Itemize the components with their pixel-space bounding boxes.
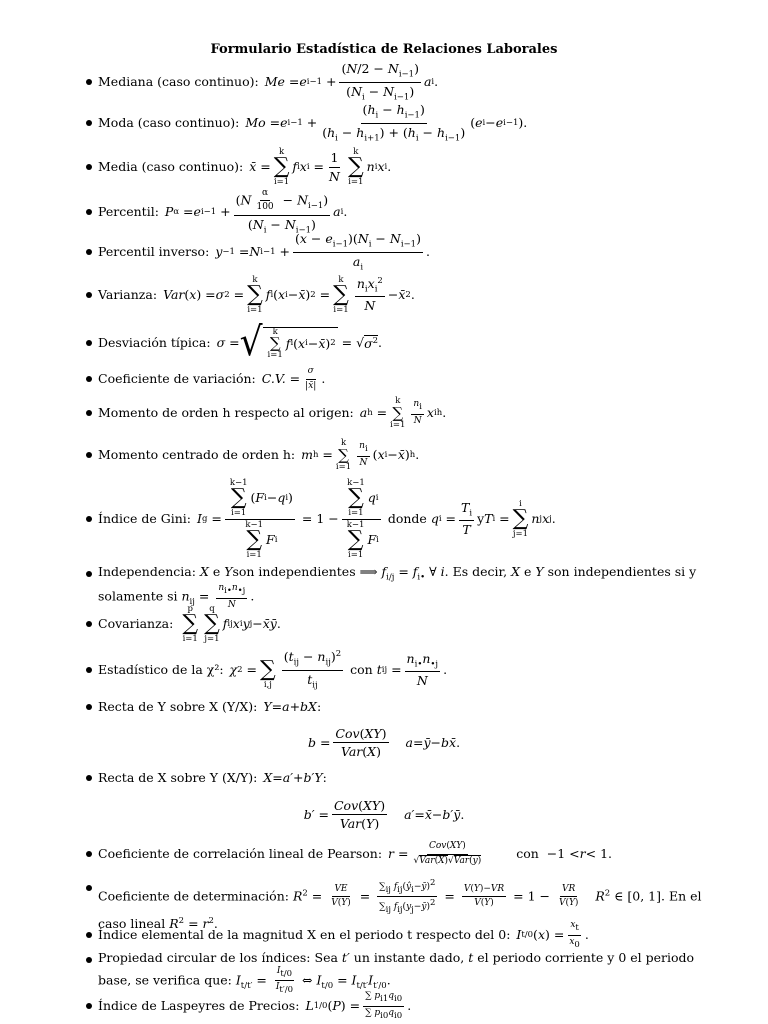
bullet-icon xyxy=(86,1003,92,1009)
bullet-icon xyxy=(86,452,92,458)
item-label: Coeficiente de correlación lineal de Pearson: xyxy=(98,846,383,862)
bullet-icon xyxy=(86,249,92,255)
bullet-icon xyxy=(86,209,92,215)
formula-gini: Índice de Gini: I g = k−1 ∑ i=1 ( F i − q i ) k−1 ∑ i=1 F i = 1 − k−1 ∑ i=1 q i k−1 ∑ i=1 F i donde q i = $\frac{T_i}{T}$ y T i = i ∑ j=1 n j x j . xyxy=(98,478,708,560)
item-label: Desviación típica: xyxy=(98,335,211,351)
item-label: Propiedad circular de los índices: xyxy=(98,950,311,965)
document-title: Formulario Estadística de Relaciones Laborales xyxy=(210,42,558,57)
formula-momento-centrado: Momento centrado de orden h: m h = k ∑ i=1 $\frac{n_i}{N}$ ( x i − x̄ ) h . xyxy=(98,438,708,472)
item-label: Moda (caso continuo): xyxy=(98,115,240,131)
item-label: Momento de orden h respecto al origen: xyxy=(98,405,354,421)
item-label: Percentil: xyxy=(98,204,159,220)
item-label: Recta de X sobre Y (X/Y): xyxy=(98,770,258,786)
item-label: Coeficiente de variación: xyxy=(98,371,256,387)
bullet-icon xyxy=(86,340,92,346)
bullet-icon xyxy=(86,667,92,673)
item-label: Índice elemental de la magnitud X en el periodo t respecto del 0: xyxy=(98,927,511,943)
independencia-text-1: son independientes xyxy=(232,564,356,579)
item-label: Índice de Gini: xyxy=(98,511,191,527)
formula-propiedad-circular: Propiedad circular de los índices: Sea t′ un instante dado, t el periodo corriente y 0 el periodo base, se verifica que: $I_{t/t'}$ = $\frac{I_{t/0}}{I_{t'/0}}$ ⇔ $I_{t/0} = I_{t/t'}I_{t'/0}$. xyxy=(98,950,708,995)
circular-text-1: Sea xyxy=(314,950,338,965)
bullet-icon xyxy=(86,932,92,938)
gini-y-text: y xyxy=(477,511,485,527)
formula-moda: Moda (caso continuo): Mo = e i−1 + $\frac{(h_i - h_{i-1})}{(h_i - h_{i+1}) + (h_i - h_{i-1})}$ ( e i − e i−1 ). xyxy=(98,104,708,142)
formula-media: Media (caso continuo): x̄ = k ∑ i=1 f i x i = $\frac{1}{N}$ k ∑ i=1 n i x i . xyxy=(98,146,708,188)
gini-donde-text: donde xyxy=(387,511,427,527)
chi-con-text: con xyxy=(350,662,373,678)
formula-chi-cuadrado: Estadístico de la χ²: χ 2 = ∑ i,j $\frac{(t_{ij} - n_{ij})^2}{t_{ij}}$ con t ij = $\frac{n_{i•}n_{•j}}{N}$ . xyxy=(98,650,708,690)
formula-determinacion: Coeficiente de determinación: $R^2$ = $\frac{VE}{V(Y)}$ = $\frac{\sum_{ij} f_{ij}(ŷ_i-ȳ)^2}{\sum_{ij} f_{ij}(y_j-ȳ)^2}$ = $\frac{V(Y)-VR}{V(Y)}$ = 1 − $\frac{VR}{V(Y)}$ $R^2$ ∈ [0, 1]. En el caso lineal $R^2 = r^2$. xyxy=(98,878,708,932)
bullet-icon xyxy=(86,79,92,85)
formula-covarianza: Covarianza: p ∑ i=1 q ∑ j=1 f ij x i y j − x̄ȳ . xyxy=(98,604,708,644)
bullet-icon xyxy=(86,621,92,627)
formula-recta-x-sobre-y-coef: b′ = $\frac{\text{Cov(XY)}}{\text{Var(Y)}}$ a′ = x̄ − b′ȳ . xyxy=(303,797,465,831)
formula-desviacion-tipica: Desviación típica: σ = √ k ∑ i=1 f i ( x i − x̄ ) 2 = √ $\sigma^2$ . xyxy=(98,322,708,364)
bullet-icon xyxy=(86,410,92,416)
bullet-icon xyxy=(86,164,92,170)
item-label: Índice de Laspeyres de Precios: xyxy=(98,998,300,1014)
formula-independencia: Independencia: X e Yson independientes ⟹ $f_{i/j} = f_{i•}$ ∀ i. Es decir, X e Y son independientes si y solamente si $n_{ij}$ = $\frac{n_{i•}n_{•j}}{N}$ . xyxy=(98,564,708,611)
bullet-icon xyxy=(86,571,92,577)
item-label: Independencia: xyxy=(98,564,196,579)
circular-text-2: un instante dado, xyxy=(353,950,465,965)
bullet-icon xyxy=(86,120,92,126)
bullet-icon xyxy=(86,376,92,382)
determinacion-extra-text: En el caso lineal xyxy=(98,888,702,931)
formula-indice-elemental: Índice elemental de la magnitud X en el periodo t respecto del 0: I t/0 ( x ) = $\frac{x_t}{x_0}$ . xyxy=(98,924,708,946)
bullet-icon xyxy=(86,957,92,963)
bullet-icon xyxy=(86,516,92,522)
item-label: Media (caso continuo): xyxy=(98,159,244,175)
item-label: Mediana (caso continuo): xyxy=(98,74,259,90)
item-label: Covarianza: xyxy=(98,616,174,632)
formula-percentil: Percentil: P α = e i−1 + (N $\frac{\alpha}{100}$ − $N_{i-1}$) $(N_i - N_{i-1})$ a i . xyxy=(98,194,708,230)
independencia-text-3: son independientes si y solamente si xyxy=(98,564,697,604)
bullet-icon xyxy=(86,851,92,857)
formula-laspeyres: Índice de Laspeyres de Precios: L 1/0 ( P ) = $\frac{\sum p_{i1}q_{i0}}{\sum p_{i0}q_{i0}}$ . xyxy=(98,994,708,1018)
formula-percentil-inverso: Percentil inverso: y −1 = N i−1 + $\frac{(x - e_{i-1})(N_i - N_{i-1})}{a_i}$ . xyxy=(98,234,708,270)
formula-coeficiente-variacion: Coeficiente de variación: C.V. = $\frac{\sigma}{|x̄|}$ . xyxy=(98,368,708,390)
item-label: Recta de Y sobre X (Y/X): xyxy=(98,699,258,715)
formula-momento-origen: Momento de orden h respecto al origen: a h = k ∑ i=1 $\frac{n_i}{N}$ x i h . xyxy=(98,396,708,430)
formula-recta-y-sobre-x-coef: b = $\frac{\text{Cov(XY)}}{\text{Var(X)}}$ a = ȳ − bx̄ . xyxy=(307,725,461,759)
item-label: Momento centrado de orden h: xyxy=(98,447,296,463)
formula-recta-y-sobre-x: Recta de Y sobre X (Y/X): Y = a + bX : xyxy=(98,697,708,717)
bullet-icon xyxy=(86,885,92,891)
bullet-icon xyxy=(86,292,92,298)
circular-text-3: el periodo corriente y 0 el periodo base, se verifica que: xyxy=(98,950,695,988)
item-label: Percentil inverso: xyxy=(98,244,210,260)
item-label: Varianza: xyxy=(98,287,158,303)
bullet-icon xyxy=(86,704,92,710)
formula-pearson: Coeficiente de correlación lineal de Pearson: r = $\frac{\text{Cov(XY)}}{\text{√Var(X)√Var(y)}}$ con −1 < r < 1. xyxy=(98,840,708,868)
pearson-con-text: con xyxy=(516,846,539,862)
item-label: Estadístico de la χ²: xyxy=(98,662,224,678)
formula-varianza: Varianza: Var ( x ) = σ 2 = k ∑ i=1 f i ( x i − x̄ ) 2 = k ∑ i=1 $\frac{n_ix_i^2}{N}$ − x̄ 2 . xyxy=(98,274,708,316)
formula-recta-x-sobre-y: Recta de X sobre Y (X/Y): X = a′ + b′Y : xyxy=(98,768,708,788)
item-label: Coeficiente de determinación: xyxy=(98,888,289,904)
bullet-icon xyxy=(86,775,92,781)
formula-mediana: Mediana (caso continuo): Me = e i−1 + $\frac{(N/2 - N_{i-1})}{(N_i - N_{i-1})}$ a i . xyxy=(98,64,708,100)
independencia-text-2: Es decir, xyxy=(452,564,508,579)
